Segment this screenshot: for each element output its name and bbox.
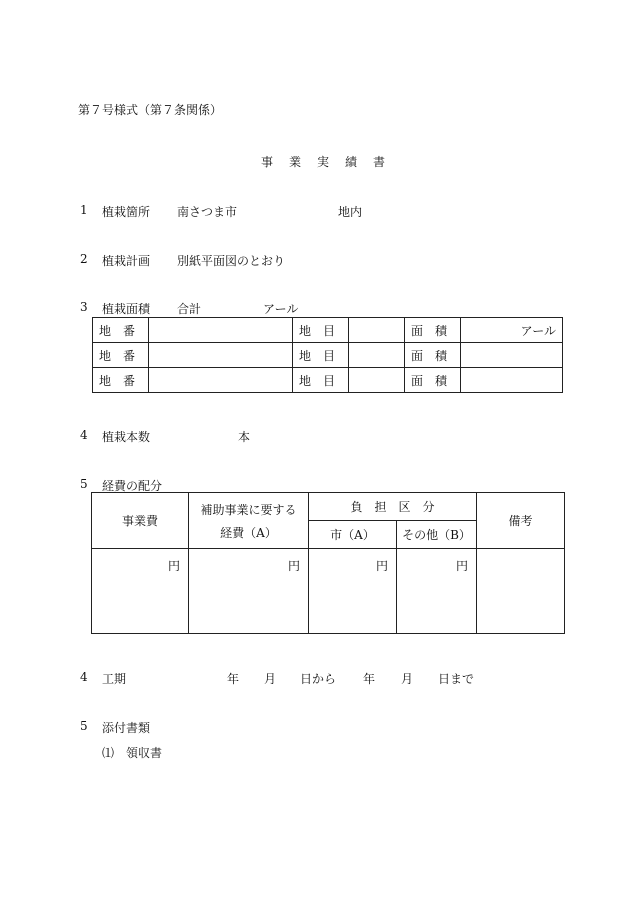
land-category-label: 地 目	[293, 343, 349, 368]
section-location	[0, 203, 630, 219]
section-number: 5	[80, 719, 88, 733]
attachment-item	[0, 744, 630, 760]
section-label: 添付書類	[102, 721, 151, 735]
section-number: 4	[80, 428, 88, 442]
area-label: 面 積	[405, 318, 461, 343]
city-share-header: 市（A）	[309, 521, 397, 549]
lot-number-cell	[149, 318, 293, 343]
lot-number-label: 地 番	[93, 318, 149, 343]
other-share-header: その他（B）	[397, 521, 477, 549]
section-count	[0, 428, 630, 444]
plan-value: 別紙平面図のとおり	[177, 254, 286, 268]
section-area	[0, 300, 630, 316]
section-attachments	[0, 719, 630, 735]
section-cost	[0, 477, 630, 493]
section-label: 植栽本数	[102, 430, 151, 444]
parcel-row	[93, 318, 563, 343]
section-label: 植栽計画	[102, 254, 151, 268]
section-number: 1	[80, 203, 88, 217]
area-label: 面 積	[405, 368, 461, 393]
parcel-row	[93, 343, 563, 368]
lot-number-cell	[149, 368, 293, 393]
area-unit-cell	[461, 343, 563, 368]
cost-amount-row	[92, 549, 565, 634]
start-day-label: 日から	[300, 672, 337, 686]
document-title: 事 業 実 績 書	[261, 155, 388, 169]
area-label: 面 積	[405, 343, 461, 368]
end-month-label: 月	[401, 672, 414, 686]
parcel-table	[92, 317, 563, 393]
count-unit: 本	[238, 430, 251, 444]
subsidy-header-top: 補助事業に要する	[189, 493, 309, 521]
section-label: 植栽箇所	[102, 205, 151, 219]
remarks-cell	[477, 549, 565, 634]
project-cost-cell: 円	[92, 549, 189, 634]
section-number: 2	[80, 252, 88, 266]
other-share-cell: 円	[397, 549, 477, 634]
attachment-number: ⑴	[102, 746, 115, 760]
start-year-label: 年	[227, 672, 240, 686]
section-number: 4	[80, 670, 88, 684]
subsidy-cost-cell: 円	[189, 549, 309, 634]
land-category-label: 地 目	[293, 368, 349, 393]
city-share-cell: 円	[309, 549, 397, 634]
form-number: 第７号様式（第７条関係）	[78, 103, 223, 117]
end-day-label: 日まで	[438, 672, 475, 686]
start-month-label: 月	[264, 672, 277, 686]
section-label: 植栽面積	[102, 302, 151, 316]
section-period	[0, 670, 630, 686]
remarks-header: 備考	[477, 493, 565, 549]
lot-number-label: 地 番	[93, 368, 149, 393]
location-suffix: 地内	[338, 205, 363, 219]
end-year-label: 年	[363, 672, 376, 686]
subsidy-header-bottom: 経費（A）	[189, 521, 309, 549]
total-label: 合計	[177, 302, 202, 316]
section-plan	[0, 252, 630, 268]
area-unit-cell	[461, 368, 563, 393]
cost-header-row	[92, 493, 565, 521]
lot-number-label: 地 番	[93, 343, 149, 368]
section-number: 3	[80, 300, 88, 314]
cost-table	[91, 492, 565, 634]
city-name: 南さつま市	[177, 205, 238, 219]
lot-number-cell	[149, 343, 293, 368]
land-category-cell	[349, 343, 405, 368]
attachment-name: 領収書	[126, 746, 163, 760]
parcel-row	[93, 368, 563, 393]
section-label: 経費の配分	[102, 479, 163, 493]
section-label: 工期	[102, 672, 127, 686]
land-category-label: 地 目	[293, 318, 349, 343]
burden-header: 負 担 区 分	[309, 493, 477, 521]
area-unit-cell: アール	[461, 318, 563, 343]
project-cost-header: 事業費	[92, 493, 189, 549]
land-category-cell	[349, 368, 405, 393]
section-number: 5	[80, 477, 88, 491]
land-category-cell	[349, 318, 405, 343]
area-unit: アール	[263, 302, 299, 316]
